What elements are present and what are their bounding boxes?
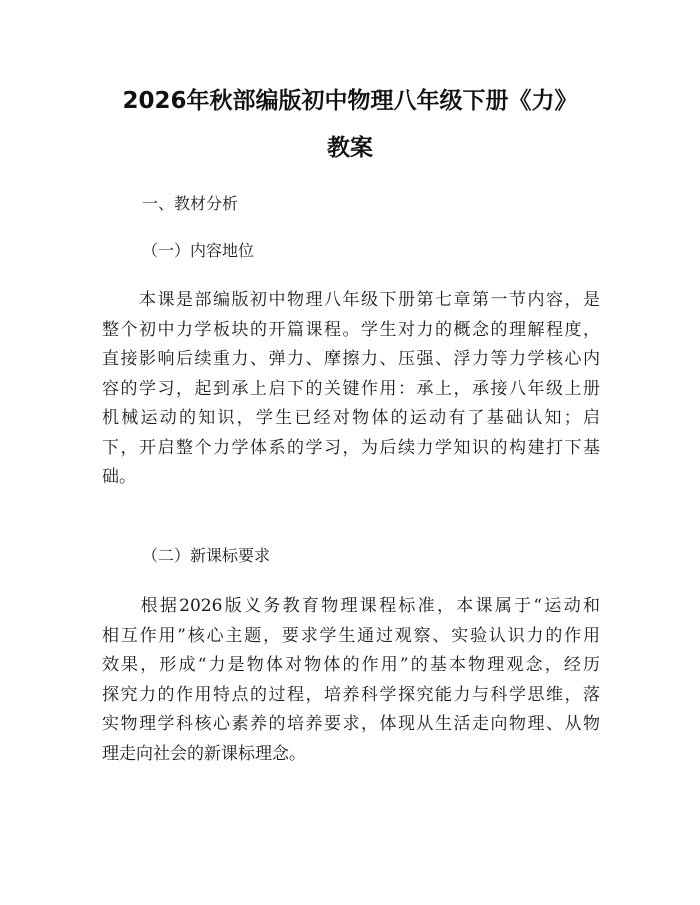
document-title-line-2: 教案 <box>327 135 373 161</box>
paragraph-line: 机械运动的知识，学生已经对物体的运动有了基础认知；启 <box>102 408 600 428</box>
paragraph-line: 容的学习，起到承上启下的关键作用：承上，承接八年级上册 <box>102 378 600 399</box>
paragraph-line: 础。 <box>102 467 136 487</box>
section-heading-teaching-material-analysis: 一、教材分析 <box>142 194 239 213</box>
paragraph-line: 效果，形成“力是物体对物体的作用”的基本物理观念，经历 <box>102 655 600 675</box>
paragraph-new-curriculum-requirements <box>102 592 600 769</box>
paragraph-line: 整个初中力学板块的开篇课程。学生对力的概念的理解程度， <box>102 319 600 340</box>
paragraph-line: 下，开启整个力学体系的学习，为后续力学知识的构建打下基 <box>102 437 600 458</box>
paragraph-line: 直接影响后续重力、弹力、摩擦力、压强、浮力等力学核心内 <box>102 349 600 369</box>
paragraph-line: 理走向社会的新课标理念。 <box>102 743 306 764</box>
paragraph-line: 探究力的作用特点的过程，培养科学探究能力与科学思维，落 <box>102 684 600 705</box>
paragraph-line: 根据2026版义务教育物理课程标准，本课属于“运动和 <box>102 596 600 616</box>
subsection-heading-content-position: （一）内容地位 <box>142 241 255 260</box>
paragraph-line: 相互作用”核心主题，要求学生通过观察、实验认识力的作用 <box>102 625 600 646</box>
document-title-line-1: 2026年秋部编版初中物理八年级下册《力》 <box>122 88 578 114</box>
subsection-heading-new-curriculum-requirements: （二）新课标要求 <box>142 546 271 565</box>
paragraph-line: 实物理学科核心素养的培养要求，体现从生活走向物理、从物 <box>102 714 600 734</box>
paragraph-content-position <box>102 286 600 493</box>
paragraph-line: 本课是部编版初中物理八年级下册第七章第一节内容，是 <box>102 290 600 310</box>
